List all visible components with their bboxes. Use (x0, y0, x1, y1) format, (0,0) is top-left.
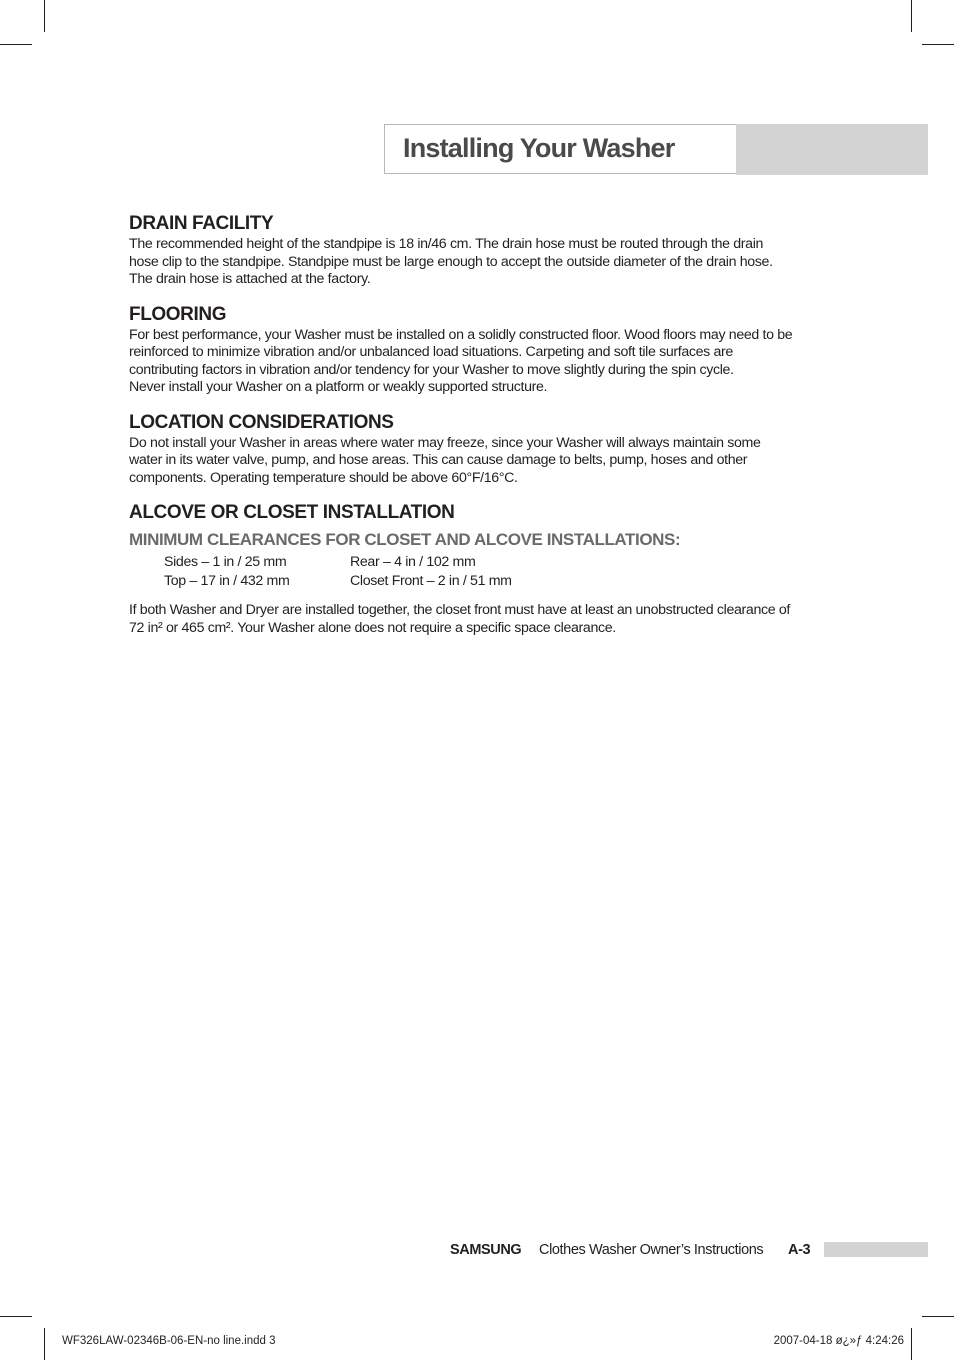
clearance-row (164, 572, 794, 591)
section-drain-facility (129, 212, 794, 289)
crop-mark (922, 44, 954, 45)
clearance-value: Sides – 1 in / 25 mm (164, 554, 287, 570)
clearance-value: Rear – 4 in / 102 mm (350, 554, 476, 570)
slug-timestamp: 2007-04-18 ø¿»ƒ 4:24:26 (773, 1335, 904, 1347)
section-alcove (129, 501, 794, 637)
body-text: Do not install your Washer in areas where water may freeze, since your Washer will always maintain some water in its water valve, pump, and hose areas. This can cause damage to belts, pump, hoses and other components. Operating temperature should be above 60°F/16°C. (129, 434, 761, 486)
page-footer (440, 1240, 928, 1260)
document-title: Clothes Washer Owner’s Instructions (539, 1242, 764, 1258)
section-location (129, 411, 794, 488)
crop-mark (911, 0, 912, 32)
section-heading: DRAIN FACILITY (129, 213, 274, 234)
crop-mark (0, 44, 32, 45)
section-heading: LOCATION CONSIDERATIONS (129, 411, 394, 433)
footer-bar (824, 1242, 928, 1257)
section-heading: FLOORING (129, 303, 227, 325)
body-text: For best performance, your Washer must be installed on a solidly constructed floor. Wood floors may need to be reinforced to minimize vibration and/or unbalanced load situations. Carpeting and soft tile surfaces are contributing factors in vibration and/or tendency for your Washer to move slightly during the spin cycle. (129, 326, 793, 378)
crop-mark (0, 1316, 32, 1317)
slug-filename: WF326LAW-02346B-06-EN-no line.indd 3 (62, 1335, 276, 1347)
clearance-value: Closet Front – 2 in / 51 mm (350, 573, 512, 589)
body-text: Never install your Washer on a platform or weakly supported structure. (129, 379, 548, 395)
page-title: Installing Your Washer (403, 133, 675, 163)
body-text: If both Washer and Dryer are installed together, the closet front must have at least an unobstructed clearance of 72 in² or 465 cm². Your Washer alone does not require a specific space clearance. (129, 602, 791, 636)
clearance-row (164, 553, 794, 572)
section-subheading: MINIMUM CLEARANCES FOR CLOSET AND ALCOVE INSTALLATIONS: (129, 530, 681, 549)
crop-mark (922, 1316, 954, 1317)
main-content (129, 212, 794, 651)
title-banner (384, 124, 736, 174)
crop-mark (44, 1328, 45, 1360)
crop-mark (911, 1328, 912, 1360)
title-banner-fill (736, 124, 928, 175)
crop-mark (44, 0, 45, 32)
page-number: A-3 (788, 1242, 811, 1258)
clearance-table (164, 553, 794, 591)
brand-name: SAMSUNG (450, 1242, 522, 1258)
clearance-value: Top – 17 in / 432 mm (164, 573, 290, 589)
section-flooring (129, 303, 794, 397)
section-heading: ALCOVE OR CLOSET INSTALLATION (129, 502, 455, 523)
body-text: The recommended height of the standpipe is 18 in/46 cm. The drain hose must be routed through the drain hose clip to the standpipe. Standpipe must be large enough to accept the outside diameter of the drain hose. The drain hose is attached at the factory. (129, 236, 773, 287)
